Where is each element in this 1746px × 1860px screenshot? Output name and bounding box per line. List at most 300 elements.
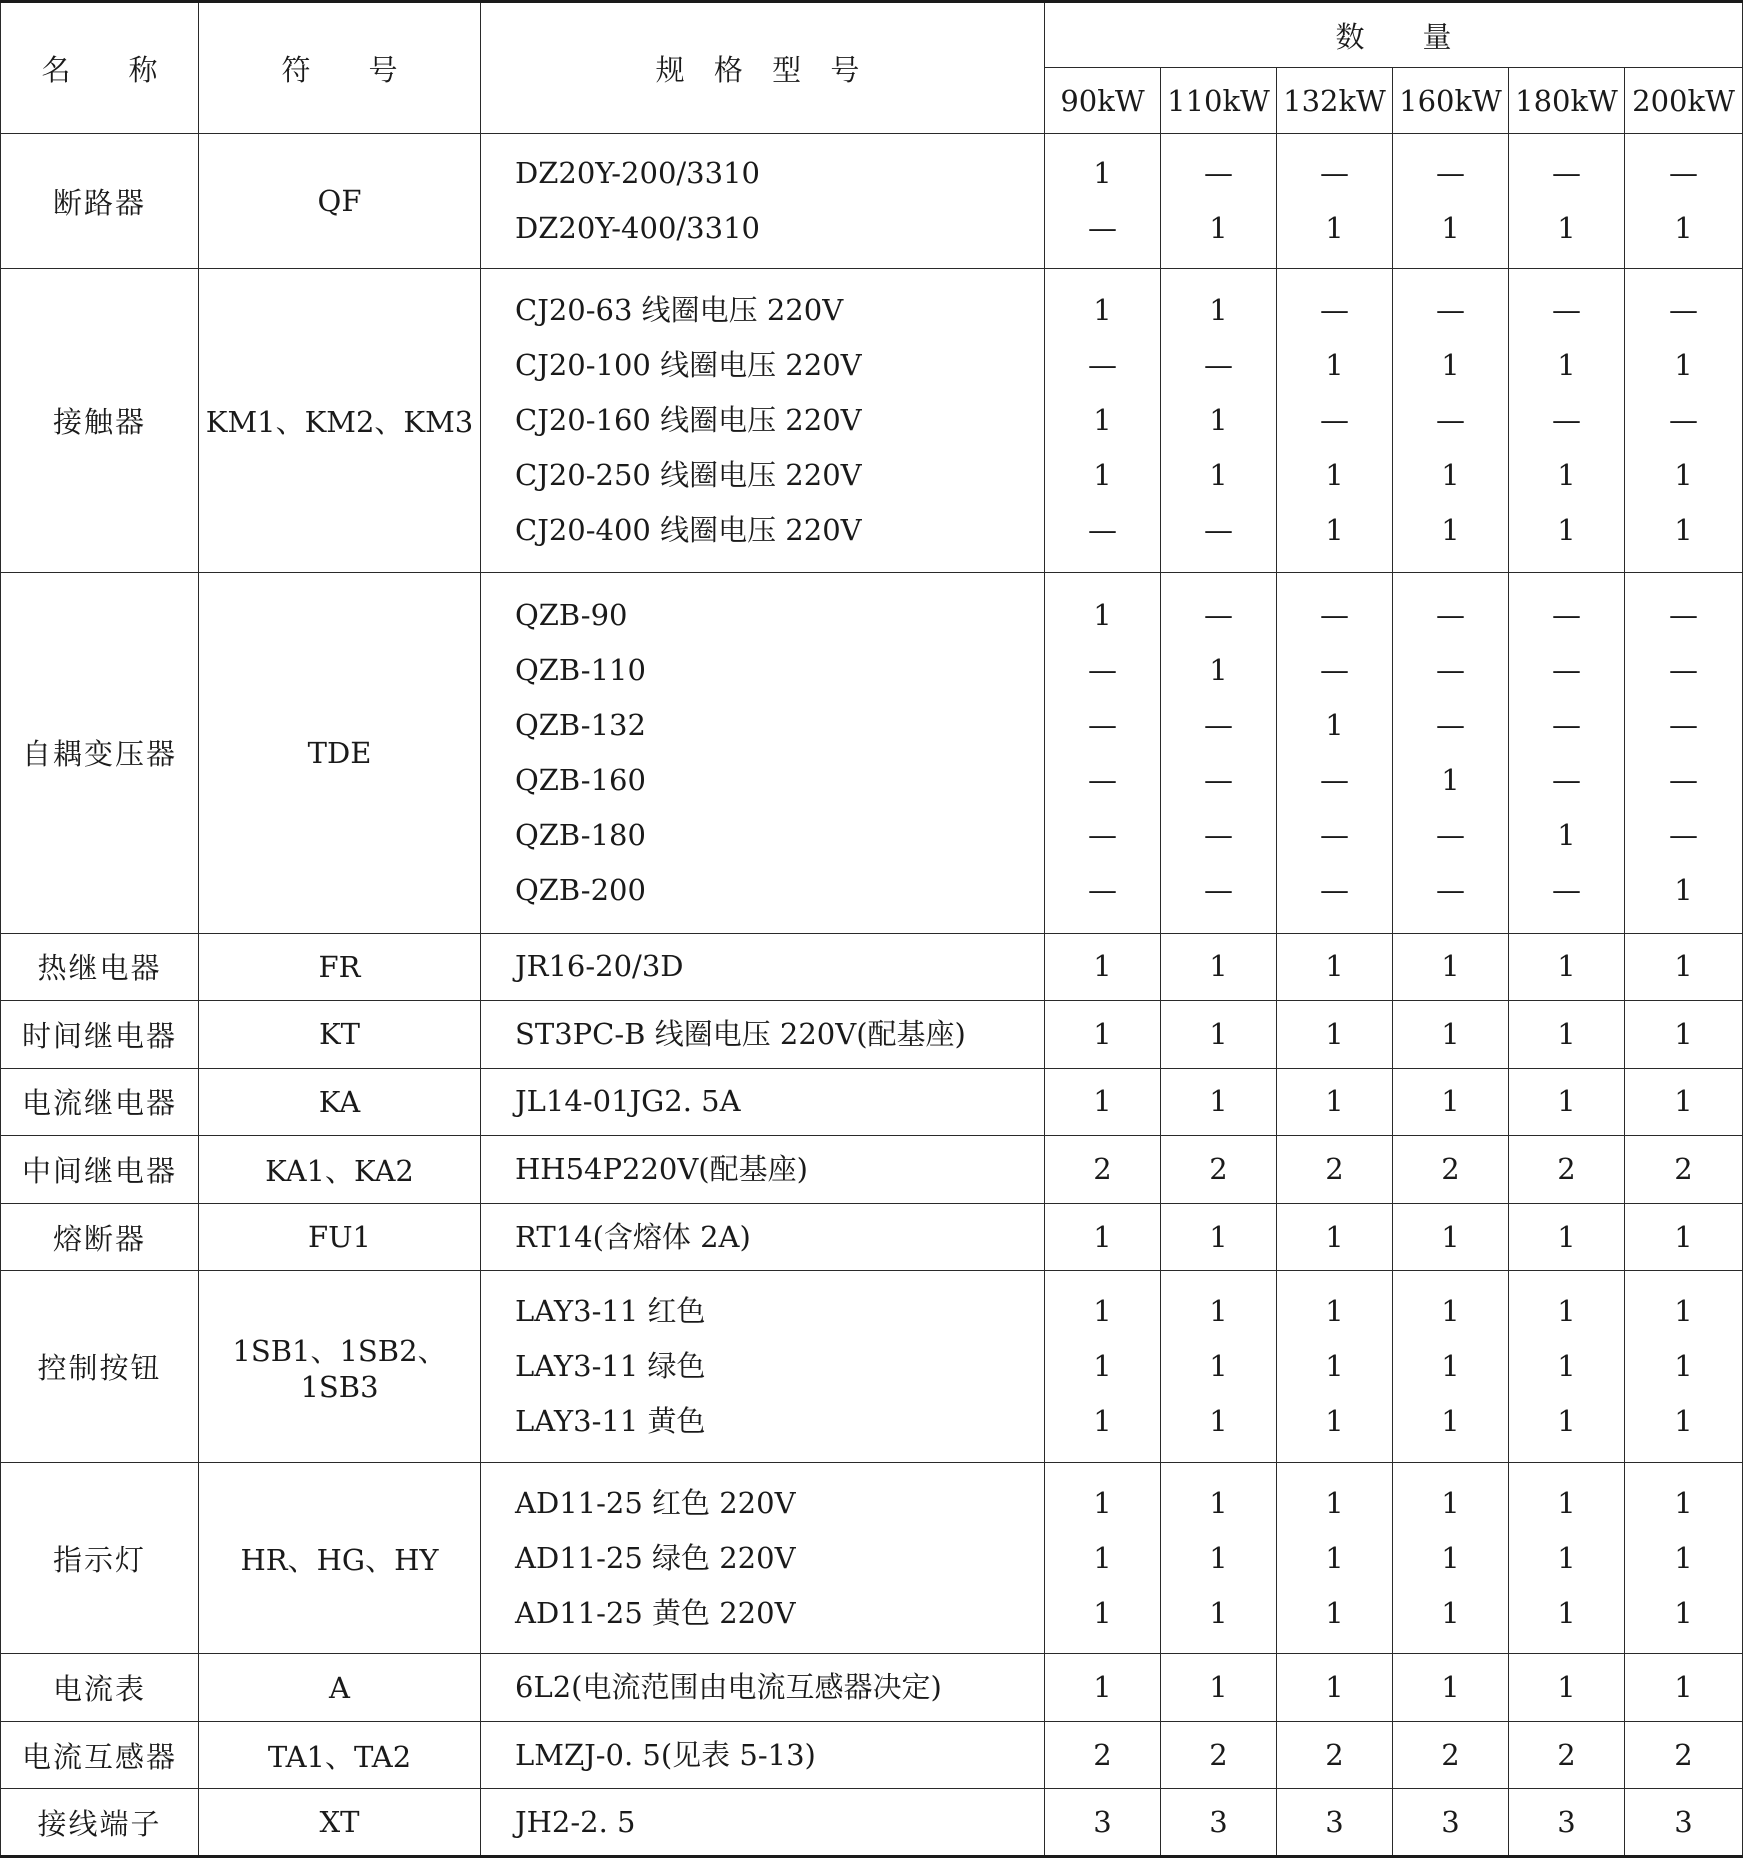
cell-quantity — [1045, 134, 1161, 269]
quantity-value: 1 — [1557, 817, 1576, 852]
cell-symbol: FR — [199, 933, 481, 1001]
cell-quantity — [1161, 1654, 1277, 1722]
quantity-value: 1 — [1093, 1084, 1112, 1119]
spec-line: ST3PC-B 线圈电压 220V(配基座) — [515, 1016, 966, 1051]
cell-quantity — [1509, 1654, 1625, 1722]
quantity-value: 1 — [1093, 156, 1112, 191]
quantity-value: — — [1204, 707, 1233, 742]
spec-line: QZB-160 — [515, 762, 646, 797]
cell-quantity — [1045, 1462, 1161, 1653]
quantity-value: 1 — [1557, 1084, 1576, 1119]
quantity-value: — — [1552, 403, 1581, 438]
quantity-value: 2 — [1441, 1152, 1460, 1186]
cell-quantity — [1509, 1462, 1625, 1653]
quantity-value: 1 — [1557, 1294, 1576, 1329]
cell-quantity — [1277, 1462, 1393, 1653]
quantity-value: 3 — [1209, 1804, 1228, 1839]
cell-quantity — [1045, 1271, 1161, 1462]
quantity-value: 1 — [1093, 597, 1112, 632]
quantity-value: 1 — [1441, 1595, 1460, 1630]
cell-quantity — [1045, 1654, 1161, 1722]
quantity-value: 3 — [1093, 1804, 1112, 1839]
quantity-value: 1 — [1557, 1595, 1576, 1630]
table-row — [1, 1136, 1743, 1204]
quantity-value: — — [1552, 293, 1581, 328]
spec-line: LAY3-11 黄色 — [515, 1404, 706, 1439]
quantity-value: 1 — [1441, 1404, 1460, 1439]
header-power: 200kW — [1625, 68, 1743, 134]
cell-name: 断路器 — [1, 134, 199, 269]
cell-quantity — [1045, 1136, 1161, 1204]
spec-line: CJ20-63 线圈电压 220V — [515, 293, 844, 328]
quantity-value: — — [1552, 872, 1581, 907]
quantity-value: — — [1320, 652, 1349, 687]
quantity-value: 1 — [1209, 1084, 1228, 1119]
cell-quantity — [1045, 1721, 1161, 1789]
cell-spec — [481, 1068, 1045, 1136]
cell-quantity — [1625, 1789, 1743, 1857]
cell-name: 时间继电器 — [1, 1001, 199, 1069]
cell-quantity — [1161, 1068, 1277, 1136]
table-row — [1, 1271, 1743, 1462]
cell-name: 熔断器 — [1, 1203, 199, 1271]
quantity-value: 3 — [1557, 1804, 1576, 1839]
quantity-value: 1 — [1674, 949, 1693, 984]
quantity-value: — — [1204, 513, 1233, 548]
quantity-value: 1 — [1674, 458, 1693, 493]
cell-quantity — [1161, 933, 1277, 1001]
cell-symbol: A — [199, 1654, 481, 1722]
quantity-value: 1 — [1325, 1540, 1344, 1575]
cell-quantity — [1625, 1203, 1743, 1271]
header-power: 110kW — [1161, 68, 1277, 134]
spec-line: DZ20Y-400/3310 — [515, 211, 760, 246]
cell-name: 接线端子 — [1, 1789, 199, 1857]
cell-spec — [481, 134, 1045, 269]
table-row — [1, 933, 1743, 1001]
quantity-value: 1 — [1674, 211, 1693, 246]
cell-symbol: HR、HG、HY — [199, 1462, 481, 1653]
cell-symbol: KM1、KM2、KM3 — [199, 269, 481, 573]
table-row — [1, 1654, 1743, 1722]
quantity-value: — — [1088, 513, 1117, 548]
quantity-value: 1 — [1209, 1595, 1228, 1630]
quantity-value: 1 — [1093, 1595, 1112, 1630]
quantity-value: 1 — [1209, 949, 1228, 984]
cell-quantity — [1509, 269, 1625, 573]
cell-spec — [481, 1462, 1045, 1653]
quantity-value: 1 — [1441, 762, 1460, 797]
cell-spec — [481, 1271, 1045, 1462]
cell-quantity — [1161, 134, 1277, 269]
quantity-value: 1 — [1093, 403, 1112, 438]
spec-line: QZB-180 — [515, 817, 646, 852]
cell-quantity — [1277, 933, 1393, 1001]
cell-symbol: KA1、KA2 — [199, 1136, 481, 1204]
quantity-value: 1 — [1093, 1404, 1112, 1439]
cell-quantity — [1045, 573, 1161, 933]
quantity-value: — — [1669, 403, 1698, 438]
cell-symbol: KA — [199, 1068, 481, 1136]
quantity-value: 1 — [1093, 1349, 1112, 1384]
quantity-value: 1 — [1093, 293, 1112, 328]
cell-quantity — [1625, 269, 1743, 573]
quantity-value: 1 — [1325, 1404, 1344, 1439]
quantity-value: 1 — [1674, 872, 1693, 907]
cell-quantity — [1625, 1136, 1743, 1204]
quantity-value: 1 — [1674, 1540, 1693, 1575]
quantity-value: — — [1320, 817, 1349, 852]
cell-quantity — [1625, 1068, 1743, 1136]
cell-quantity — [1045, 269, 1161, 573]
quantity-value: 2 — [1674, 1737, 1693, 1772]
quantity-value: 1 — [1325, 1485, 1344, 1520]
cell-quantity — [1509, 1136, 1625, 1204]
spec-line: CJ20-400 线圈电压 220V — [515, 513, 862, 548]
cell-quantity — [1509, 1789, 1625, 1857]
spec-line: AD11-25 红色 220V — [515, 1485, 796, 1520]
cell-quantity — [1509, 1721, 1625, 1789]
cell-quantity — [1277, 1203, 1393, 1271]
cell-quantity — [1509, 1271, 1625, 1462]
quantity-value: 1 — [1441, 211, 1460, 246]
quantity-value: 1 — [1441, 949, 1460, 984]
header-power: 90kW — [1045, 68, 1161, 134]
quantity-value: 1 — [1325, 1084, 1344, 1119]
cell-quantity — [1277, 1271, 1393, 1462]
cell-quantity — [1045, 933, 1161, 1001]
quantity-value: 1 — [1441, 1485, 1460, 1520]
cell-quantity — [1161, 1789, 1277, 1857]
table-row — [1, 573, 1743, 933]
cell-quantity — [1509, 573, 1625, 933]
cell-quantity — [1393, 1068, 1509, 1136]
cell-quantity — [1509, 933, 1625, 1001]
cell-quantity — [1277, 1001, 1393, 1069]
quantity-value: 1 — [1674, 1016, 1693, 1051]
quantity-value: 1 — [1674, 1595, 1693, 1630]
spec-line: 6L2(电流范围由电流互感器决定) — [515, 1670, 942, 1704]
cell-quantity — [1161, 1136, 1277, 1204]
quantity-value: — — [1320, 872, 1349, 907]
quantity-value: 1 — [1209, 458, 1228, 493]
quantity-value: — — [1204, 597, 1233, 632]
quantity-value: 2 — [1325, 1152, 1344, 1186]
quantity-value: 2 — [1209, 1152, 1228, 1186]
quantity-value: 1 — [1093, 949, 1112, 984]
cell-quantity — [1045, 1001, 1161, 1069]
quantity-value: — — [1436, 403, 1465, 438]
quantity-value: 1 — [1674, 1349, 1693, 1384]
cell-name: 自耦变压器 — [1, 573, 199, 933]
quantity-value: — — [1204, 872, 1233, 907]
quantity-value: 1 — [1325, 1349, 1344, 1384]
cell-symbol: XT — [199, 1789, 481, 1857]
quantity-value: 1 — [1557, 1016, 1576, 1051]
cell-quantity — [1393, 1789, 1509, 1857]
cell-quantity — [1625, 573, 1743, 933]
quantity-value: 1 — [1674, 513, 1693, 548]
quantity-value: 1 — [1557, 513, 1576, 548]
cell-quantity — [1509, 134, 1625, 269]
cell-name: 电流继电器 — [1, 1068, 199, 1136]
cell-name: 接触器 — [1, 269, 199, 573]
cell-spec — [481, 933, 1045, 1001]
quantity-value: 1 — [1325, 1595, 1344, 1630]
quantity-value: — — [1669, 817, 1698, 852]
cell-quantity — [1393, 1203, 1509, 1271]
quantity-value: — — [1436, 293, 1465, 328]
spec-line: LMZJ-0. 5(见表 5-13) — [515, 1737, 816, 1772]
cell-name: 指示灯 — [1, 1462, 199, 1653]
quantity-value: — — [1088, 348, 1117, 383]
quantity-value: 1 — [1093, 1670, 1112, 1704]
cell-quantity — [1161, 573, 1277, 933]
cell-spec — [481, 573, 1045, 933]
cell-quantity — [1393, 134, 1509, 269]
cell-symbol: KT — [199, 1001, 481, 1069]
cell-spec — [481, 1136, 1045, 1204]
quantity-value: 1 — [1441, 1540, 1460, 1575]
quantity-value: — — [1088, 652, 1117, 687]
quantity-value: 2 — [1674, 1152, 1693, 1186]
cell-quantity — [1161, 1721, 1277, 1789]
spec-line: QZB-110 — [515, 652, 646, 687]
quantity-value: — — [1204, 817, 1233, 852]
spec-line: CJ20-100 线圈电压 220V — [515, 348, 862, 383]
quantity-value: 1 — [1557, 458, 1576, 493]
header-symbol: 符 号 — [199, 2, 481, 134]
quantity-value: 2 — [1209, 1737, 1228, 1772]
quantity-value: 3 — [1674, 1804, 1693, 1839]
spec-line: JL14-01JG2. 5A — [515, 1084, 741, 1119]
quantity-value: — — [1320, 597, 1349, 632]
spec-line: AD11-25 绿色 220V — [515, 1540, 796, 1575]
quantity-value: 1 — [1325, 1219, 1344, 1254]
quantity-value: 1 — [1441, 1016, 1460, 1051]
quantity-value: 1 — [1325, 1016, 1344, 1051]
quantity-value: 2 — [1557, 1737, 1576, 1772]
quantity-value: 2 — [1093, 1152, 1112, 1186]
spec-line: LAY3-11 绿色 — [515, 1349, 706, 1384]
quantity-value: 1 — [1325, 513, 1344, 548]
quantity-value: — — [1669, 707, 1698, 742]
spec-line: DZ20Y-200/3310 — [515, 156, 760, 191]
quantity-value: 1 — [1557, 211, 1576, 246]
cell-quantity — [1393, 1136, 1509, 1204]
cell-spec — [481, 1721, 1045, 1789]
cell-quantity — [1393, 269, 1509, 573]
cell-name: 中间继电器 — [1, 1136, 199, 1204]
quantity-value: 1 — [1557, 1540, 1576, 1575]
table-body — [1, 134, 1743, 1857]
spec-line: JR16-20/3D — [515, 949, 684, 984]
quantity-value: 1 — [1674, 1485, 1693, 1520]
quantity-value: 1 — [1441, 513, 1460, 548]
spec-line: AD11-25 黄色 220V — [515, 1595, 796, 1630]
cell-quantity — [1277, 1654, 1393, 1722]
quantity-value: 1 — [1209, 1016, 1228, 1051]
quantity-value: 1 — [1093, 458, 1112, 493]
quantity-value: 1 — [1674, 348, 1693, 383]
quantity-value: 1 — [1557, 1219, 1576, 1254]
cell-spec — [481, 1654, 1045, 1722]
quantity-value: 1 — [1674, 1084, 1693, 1119]
quantity-value: 1 — [1674, 1404, 1693, 1439]
quantity-value: 1 — [1209, 403, 1228, 438]
quantity-value: — — [1204, 348, 1233, 383]
cell-quantity — [1393, 1271, 1509, 1462]
cell-name: 电流表 — [1, 1654, 199, 1722]
spec-line: QZB-200 — [515, 872, 646, 907]
cell-quantity — [1625, 1721, 1743, 1789]
quantity-value: 1 — [1557, 1404, 1576, 1439]
quantity-value: 1 — [1209, 1349, 1228, 1384]
quantity-value: 2 — [1557, 1152, 1576, 1186]
quantity-value: 1 — [1674, 1294, 1693, 1329]
header-quantity: 数 量 — [1045, 2, 1743, 68]
quantity-value: — — [1552, 707, 1581, 742]
quantity-value: 1 — [1209, 1540, 1228, 1575]
spec-line: CJ20-250 线圈电压 220V — [515, 458, 862, 493]
quantity-value: — — [1204, 156, 1233, 191]
quantity-value: — — [1669, 597, 1698, 632]
header-name: 名 称 — [1, 2, 199, 134]
header-spec: 规 格 型 号 — [481, 2, 1045, 134]
quantity-value: — — [1088, 211, 1117, 246]
quantity-value: 1 — [1093, 1219, 1112, 1254]
quantity-value: 1 — [1441, 348, 1460, 383]
quantity-value: — — [1552, 652, 1581, 687]
cell-symbol: TDE — [199, 573, 481, 933]
spec-line: HH54P220V(配基座) — [515, 1152, 808, 1186]
quantity-value: 1 — [1557, 1349, 1576, 1384]
quantity-value: 1 — [1325, 458, 1344, 493]
cell-quantity — [1393, 1462, 1509, 1653]
table-row — [1, 1068, 1743, 1136]
quantity-value: 1 — [1209, 211, 1228, 246]
quantity-value: 2 — [1441, 1737, 1460, 1772]
quantity-value: 1 — [1441, 1670, 1460, 1704]
table-row — [1, 1721, 1743, 1789]
cell-quantity — [1161, 1271, 1277, 1462]
cell-quantity — [1393, 1001, 1509, 1069]
quantity-value: 1 — [1209, 1294, 1228, 1329]
cell-symbol: QF — [199, 134, 481, 269]
cell-quantity — [1393, 1654, 1509, 1722]
quantity-value: — — [1436, 872, 1465, 907]
quantity-value: — — [1436, 156, 1465, 191]
quantity-value: 1 — [1325, 1294, 1344, 1329]
quantity-value: 1 — [1441, 1349, 1460, 1384]
cell-spec — [481, 1001, 1045, 1069]
cell-spec — [481, 1203, 1045, 1271]
cell-quantity — [1625, 1462, 1743, 1653]
cell-quantity — [1045, 1068, 1161, 1136]
quantity-value: — — [1436, 652, 1465, 687]
quantity-value: 1 — [1557, 949, 1576, 984]
quantity-value: — — [1552, 762, 1581, 797]
quantity-value: 1 — [1093, 1485, 1112, 1520]
table-row — [1, 269, 1743, 573]
cell-name: 电流互感器 — [1, 1721, 199, 1789]
spec-line: LAY3-11 红色 — [515, 1294, 706, 1329]
spec-line: QZB-132 — [515, 707, 646, 742]
cell-quantity — [1277, 134, 1393, 269]
quantity-value: — — [1436, 707, 1465, 742]
spec-line: CJ20-160 线圈电压 220V — [515, 403, 862, 438]
quantity-value: 1 — [1557, 1670, 1576, 1704]
quantity-value: 1 — [1209, 1219, 1228, 1254]
quantity-value: 2 — [1325, 1737, 1344, 1772]
spec-line: QZB-90 — [515, 597, 628, 632]
quantity-value: 1 — [1441, 1219, 1460, 1254]
cell-quantity — [1625, 933, 1743, 1001]
table-row — [1, 1789, 1743, 1857]
cell-quantity — [1393, 573, 1509, 933]
cell-quantity — [1161, 269, 1277, 573]
quantity-value: 1 — [1325, 211, 1344, 246]
spec-line: JH2-2. 5 — [515, 1804, 636, 1839]
quantity-value: 1 — [1674, 1670, 1693, 1704]
cell-quantity — [1045, 1789, 1161, 1857]
cell-quantity — [1509, 1203, 1625, 1271]
quantity-value: 1 — [1209, 652, 1228, 687]
cell-quantity — [1625, 1654, 1743, 1722]
quantity-value: — — [1320, 293, 1349, 328]
quantity-value: — — [1320, 762, 1349, 797]
quantity-value: — — [1552, 156, 1581, 191]
cell-spec — [481, 1789, 1045, 1857]
cell-quantity — [1509, 1001, 1625, 1069]
quantity-value: — — [1669, 652, 1698, 687]
quantity-value: 1 — [1209, 293, 1228, 328]
table-row — [1, 1462, 1743, 1653]
quantity-value: — — [1088, 762, 1117, 797]
quantity-value: — — [1436, 817, 1465, 852]
quantity-value: — — [1552, 597, 1581, 632]
cell-symbol: TA1、TA2 — [199, 1721, 481, 1789]
quantity-value: 3 — [1325, 1804, 1344, 1839]
quantity-value: — — [1669, 293, 1698, 328]
table-row — [1, 1203, 1743, 1271]
quantity-value: 1 — [1093, 1540, 1112, 1575]
quantity-value: 1 — [1557, 348, 1576, 383]
quantity-value: — — [1088, 872, 1117, 907]
quantity-value: — — [1088, 707, 1117, 742]
quantity-value: 1 — [1093, 1294, 1112, 1329]
quantity-value: 1 — [1093, 1016, 1112, 1051]
quantity-value: 1 — [1325, 707, 1344, 742]
cell-quantity — [1277, 1721, 1393, 1789]
cell-quantity — [1277, 269, 1393, 573]
quantity-value: — — [1669, 762, 1698, 797]
table-row — [1, 134, 1743, 269]
quantity-value: — — [1320, 156, 1349, 191]
cell-quantity — [1045, 1203, 1161, 1271]
cell-name: 控制按钮 — [1, 1271, 199, 1462]
cell-quantity — [1393, 1721, 1509, 1789]
cell-symbol: 1SB1、1SB2、1SB3 — [199, 1271, 481, 1462]
cell-quantity — [1161, 1462, 1277, 1653]
cell-quantity — [1625, 134, 1743, 269]
cell-quantity — [1509, 1068, 1625, 1136]
quantity-value: — — [1088, 817, 1117, 852]
header-power: 132kW — [1277, 68, 1393, 134]
quantity-value: 1 — [1325, 348, 1344, 383]
quantity-value: 1 — [1325, 949, 1344, 984]
cell-spec — [481, 269, 1045, 573]
